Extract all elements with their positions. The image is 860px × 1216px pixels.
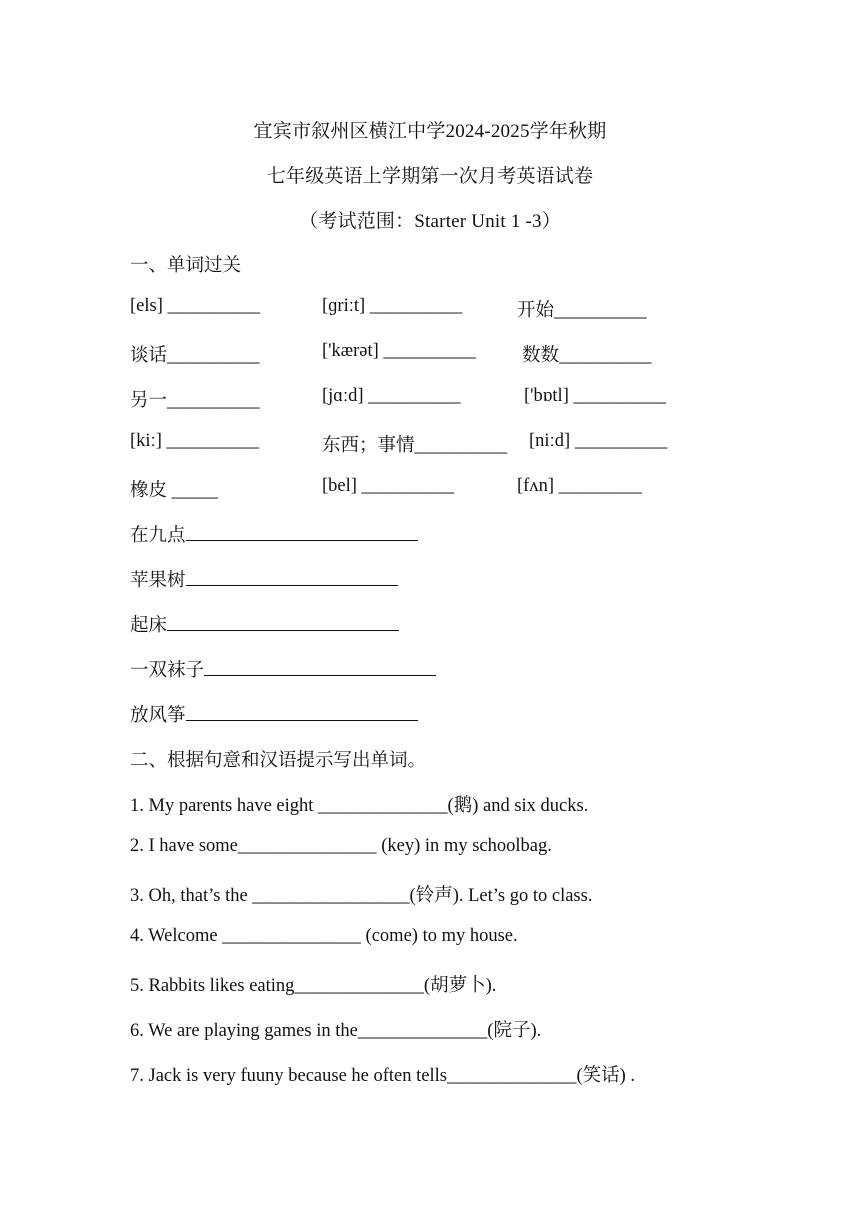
sentence-item: 7. Jack is very fuuny because he often tells______________(笑话) . (130, 1066, 636, 1086)
vocab-item: [els] __________ (130, 296, 260, 316)
vocab-item: ['kærət] __________ (322, 341, 476, 361)
phrase-item (130, 701, 418, 727)
sentence-item: 3. Oh, that’s the _________________(铃声). Let’s go to class. (130, 886, 593, 906)
section2-heading: 二、根据句意和汉语提示写出单词。 (130, 751, 427, 771)
exam-title-school: 宜宾市叙州区横江中学2024-2025学年秋期 (253, 121, 607, 142)
sentence-item: 6. We are playing games in the______________(院子). (130, 1021, 542, 1041)
vocab-item: ['bɒtl] __________ (524, 386, 666, 406)
phrase-item (130, 566, 398, 592)
phrase-item (130, 656, 436, 682)
answer-blank[interactable] (167, 612, 399, 631)
sentence-item: 5. Rabbits likes eating______________(胡萝卜). (130, 976, 497, 996)
sentence-item: 4. Welcome _______________ (come) to my house. (130, 926, 518, 946)
phrase-label: 一双袜子 (130, 661, 205, 681)
phrase-label: 苹果树 (130, 571, 186, 591)
vocab-item: 橡皮 _____ (130, 481, 218, 501)
vocab-item: 另一__________ (130, 391, 260, 411)
answer-blank[interactable] (186, 702, 418, 721)
vocab-item: [kiː] __________ (130, 431, 259, 451)
vocab-item: [fʌn] _________ (517, 476, 642, 496)
phrase-label: 放风筝 (130, 706, 186, 726)
answer-blank[interactable] (204, 657, 436, 676)
vocab-item: [ɡriːt] __________ (322, 296, 463, 316)
sentence-item: 1. My parents have eight ______________(鹅) and six ducks. (130, 796, 589, 816)
phrase-item (130, 521, 418, 547)
phrase-label: 在九点 (130, 526, 186, 546)
phrase-item (130, 611, 399, 637)
vocab-item: [jɑːd] __________ (322, 386, 461, 406)
vocab-item: [bel] __________ (322, 476, 455, 496)
vocab-item: [niːd] __________ (529, 431, 668, 451)
exam-scope: （考试范围：Starter Unit 1 -3） (299, 211, 561, 232)
vocab-item: 开始__________ (517, 301, 647, 321)
exam-title-grade: 七年级英语上学期第一次月考英语试卷 (266, 166, 594, 187)
vocab-item: 东西；事情__________ (322, 436, 508, 456)
vocab-item: 谈话__________ (130, 346, 260, 366)
answer-blank[interactable] (186, 522, 418, 541)
sentence-item: 2. I have some_______________ (key) in my schoolbag. (130, 836, 552, 856)
vocab-item: 数数__________ (522, 346, 652, 366)
section1-heading: 一、单词过关 (130, 256, 242, 276)
answer-blank[interactable] (186, 567, 398, 586)
phrase-label: 起床 (130, 616, 168, 636)
